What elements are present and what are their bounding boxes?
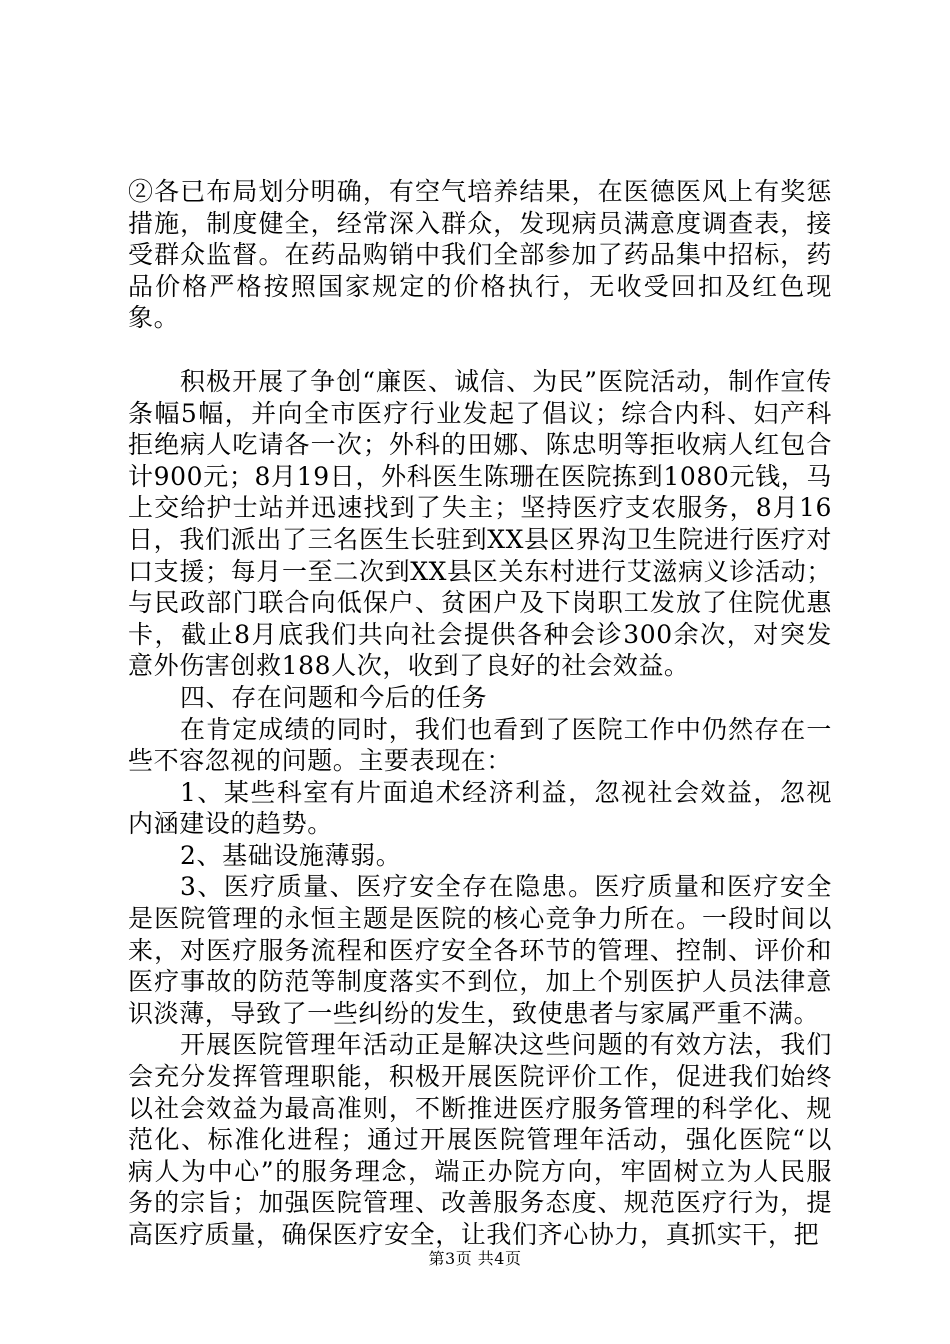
page-number-footer: 第3页 共4页 <box>428 1249 522 1268</box>
paragraph-activities: 积极开展了争创“廉医、诚信、为民”医院活动，制作宣传条幅5幅，并向全市医疗行业发起了倡议；综合内科、妇产科拒绝病人吃请各一次；外科的田娜、陈忠明等拒收病人红包合计900元；8月19日，外科医生陈珊在医院拣到1080元钱，马上交给护士站并迅速找到了失主；坚持医疗支农服务，8月16日，我们派出了三名医生长驻到XX县区界沟卫生院进行医疗对口支援；每月一至二次到XX县区关东村进行艾滋病义诊活动；与民政部门联合向低保户、贫困户及下岗职工发放了住院优惠卡，截止8月底我们共向社会提供各种会诊300余次，对突发意外伤害创救188人次，收到了良好的社会效益。 <box>128 366 832 681</box>
list-item-2: 2、基础设施薄弱。 <box>180 840 402 870</box>
section-heading-problems: 四、存在问题和今后的任务 <box>180 682 488 712</box>
list-item-1: 1、某些科室有片面追术经济利益，忽视社会效益，忽视内涵建设的趋势。 <box>128 777 832 839</box>
paragraph-conclusion: 开展医院管理年活动正是解决这些问题的有效方法，我们会充分发挥管理职能，积极开展医院评价工作，促进我们始终以社会效益为最高准则，不断推进医疗服务管理的科学化、规范化、标准化进程；通过开展医院管理年活动，强化医院“以病人为中心”的服务理念，端正办院方向，牢固树立为人民服务的宗旨；加强医院管理、改善服务态度、规范医疗行为，提高医疗质量，确保医疗安全，让我们齐心协力，真抓实干，把 <box>128 1030 832 1249</box>
paragraph-gap <box>128 334 832 366</box>
paragraph-measures: ②各已布局划分明确，有空气培养结果，在医德医风上有奖惩措施，制度健全，经常深入群众，发现病员满意度调查表，接受群众监督。在药品购销中我们全部参加了药品集中招标，药品价格严格按照国家规定的价格执行，无收受回扣及红色现象。 <box>128 177 832 333</box>
paragraph-problems-intro: 在肯定成绩的同时，我们也看到了医院工作中仍然存在一些不容忽视的问题。主要表现在： <box>128 714 832 776</box>
list-item-3: 3、医疗质量、医疗安全存在隐患。医疗质量和医疗安全是医院管理的永恒主题是医院的核心竞争力所在。一段时间以来，对医疗服务流程和医疗安全各环节的管理、控制、评价和医疗事故的防范等制度落实不到位，加上个别医护人员法律意识淡薄，导致了一些纠纷的发生，致使患者与家属严重不满。 <box>128 872 832 1028</box>
document-body <box>128 176 832 1251</box>
